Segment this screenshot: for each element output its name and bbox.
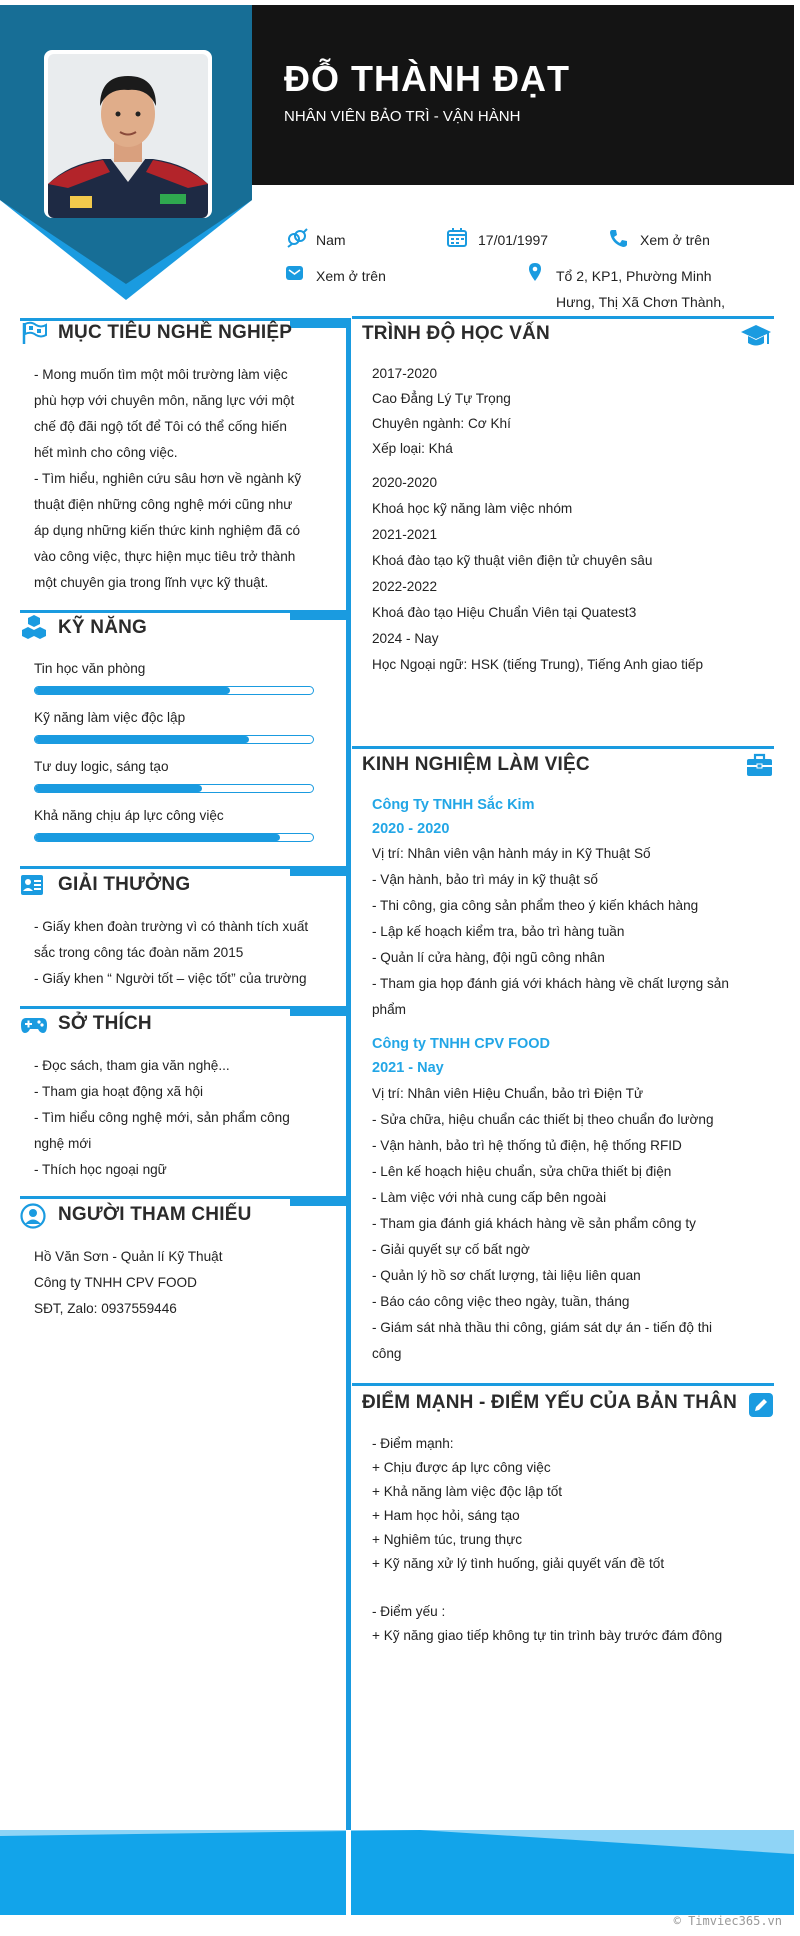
candidate-job-title: NHÂN VIÊN BẢO TRÌ - VẬN HÀNH: [284, 108, 521, 125]
id-card-icon: [20, 872, 48, 898]
birthday-value: 17/01/1997: [478, 232, 549, 248]
reference-line: Công ty TNHH CPV FOOD: [34, 1275, 197, 1290]
hobby-line: nghệ mới: [34, 1136, 92, 1151]
phone-value: Xem ở trên: [640, 232, 710, 248]
job-detail-line: - Lập kế hoạch kiểm tra, bảo trì hàng tuần: [372, 924, 625, 939]
address-line-2: Hưng, Thị Xã Chơn Thành,: [556, 294, 726, 310]
experience-title: KINH NGHIỆM LÀM VIỆC: [362, 754, 590, 775]
skill-bar: [34, 833, 314, 842]
hobbies-rule-tab: [290, 1008, 346, 1016]
skill-label: Tin học văn phòng: [34, 661, 146, 676]
job-detail-line: - Thi công, gia công sản phẩm theo ý kiến khách hàng: [372, 898, 699, 913]
awards-title: GIẢI THƯỞNG: [58, 874, 191, 895]
job-detail-line: - Làm việc với nhà cung cấp bên ngoài: [372, 1190, 607, 1205]
hobby-line: - Tham gia hoạt động xã hội: [34, 1084, 204, 1099]
job-detail-line: - Giải quyết sự cố bất ngờ: [372, 1242, 530, 1257]
education-line: Chuyên ngành: Cơ Khí: [372, 416, 511, 431]
hobbies-text: [34, 1053, 314, 1183]
education-line: 2020-2020: [372, 475, 438, 490]
education-title: TRÌNH ĐỘ HỌC VẤN: [362, 323, 550, 344]
skill-label: Kỹ năng làm việc độc lập: [34, 710, 186, 725]
strength-line: + Nghiêm túc, trung thực: [372, 1532, 523, 1547]
education-line: Khoá đào tạo kỹ thuật viên điện tử chuyên sâu: [372, 553, 653, 568]
reference-line: Hồ Văn Sơn - Quản lí Kỹ Thuật: [34, 1249, 223, 1264]
career-objective-line: một chuyên gia trong lĩnh vực kỹ thuật.: [34, 575, 269, 590]
job-period: 2020 - 2020: [372, 821, 450, 837]
gender-value: Nam: [316, 232, 346, 248]
strength-line: + Khả năng làm việc độc lập tốt: [372, 1484, 563, 1499]
calendar-icon: [446, 227, 468, 247]
hobbies-title: SỞ THÍCH: [58, 1013, 152, 1034]
education-rule: [352, 316, 774, 319]
job-detail-line: - Vận hành, bảo trì hệ thống tủ điện, hệ thống RFID: [372, 1138, 682, 1153]
reference-line: SĐT, Zalo: 0937559446: [34, 1301, 177, 1316]
edit-pencil-icon: [748, 1392, 774, 1418]
awards-rule-tab: [290, 868, 346, 876]
career-objective-rule-tab: [290, 320, 346, 328]
skill-label: Khả năng chịu áp lực công việc: [34, 808, 224, 823]
profile-photo: [48, 54, 208, 218]
job-detail-line: - Vận hành, bảo trì máy in kỹ thuật số: [372, 872, 598, 887]
award-line: sắc trong công tác đoàn năm 2015: [34, 945, 244, 960]
career-objective-line: thuật điện những công nghệ mới cũng như: [34, 497, 293, 512]
job-detail-line: - Tham gia họp đánh giá với khách hàng về chất lượng sản: [372, 976, 729, 991]
strengths-text: [372, 1432, 782, 1648]
job-detail-line: phẩm: [372, 1002, 407, 1017]
job-detail-line: - Quản lý hồ sơ chất lượng, tài liệu liên quan: [372, 1268, 641, 1283]
education-line: 2022-2022: [372, 579, 438, 594]
column-divider: [346, 318, 351, 1848]
footer-banner: [0, 1830, 794, 1915]
skill-bar-fill: [35, 736, 249, 743]
location-pin-icon: [524, 262, 546, 282]
experience-rule: [352, 746, 774, 749]
job-detail-line: - Sửa chữa, hiệu chuẩn các thiết bị theo chuẩn đo lường: [372, 1112, 714, 1127]
references-text: [34, 1244, 314, 1322]
award-line: - Giấy khen “ Người tốt – việc tốt” của trường: [34, 971, 307, 986]
strength-line: + Chịu được áp lực công việc: [372, 1460, 551, 1475]
hobby-line: - Thích học ngoại ngữ: [34, 1162, 167, 1177]
job-details: [372, 1081, 748, 1367]
education-line: Cao Đẳng Lý Tự Trọng: [372, 391, 511, 406]
job-details: [372, 841, 748, 1023]
strengths-title: ĐIỂM MẠNH - ĐIỂM YẾU CỦA BẢN THÂN: [362, 1392, 737, 1413]
gamepad-icon: [20, 1012, 48, 1038]
career-objective-line: áp dụng những kiến thức kinh nghiệm đã có: [34, 523, 301, 538]
job-detail-line: - Tham gia đánh giá khách hàng về sản phẩm công ty: [372, 1216, 696, 1231]
skill-label: Tư duy logic, sáng tạo: [34, 759, 169, 774]
career-objective-line: vào công việc, thực hiện mục tiêu trở thành: [34, 549, 296, 564]
strength-line: + Kỹ năng xử lý tình huống, giải quyết vấn đề tốt: [372, 1556, 665, 1571]
skills-title: KỸ NĂNG: [58, 617, 148, 638]
cubes-icon: [20, 614, 48, 640]
graduation-cap-icon: [740, 322, 772, 350]
career-objective-line: phù hợp với chuyên môn, năng lực với một: [34, 393, 295, 408]
briefcase-icon: [746, 752, 774, 778]
career-objective-text: [34, 362, 314, 596]
company-name: Công ty TNHH CPV FOOD: [372, 1036, 551, 1052]
skill-bar: [34, 784, 314, 793]
footer-divider: [346, 1830, 351, 1915]
company-name: Công Ty TNHH Sắc Kim: [372, 797, 535, 813]
education-line: 2021-2021: [372, 527, 438, 542]
career-objective-line: chế độ đãi ngộ tốt để Tôi có thể cống hiến: [34, 419, 287, 434]
skill-bar-fill: [35, 834, 280, 841]
education-line: Học Ngoại ngữ: HSK (tiếng Trung), Tiếng Anh giao tiếp: [372, 657, 704, 672]
career-objective-line: hết mình cho công việc.: [34, 445, 178, 460]
weakness-line: - Điểm yếu :: [372, 1604, 446, 1619]
candidate-name: ĐỖ THÀNH ĐẠT: [284, 58, 570, 99]
gender-icon: [286, 228, 308, 248]
award-line: - Giấy khen đoàn trường vì có thành tích xuất: [34, 919, 309, 934]
hobby-line: - Đọc sách, tham gia văn nghệ...: [34, 1058, 230, 1073]
address-line-1: Tổ 2, KP1, Phường Minh: [556, 268, 712, 284]
awards-text: [34, 914, 314, 992]
strength-line: - Điểm mạnh:: [372, 1436, 454, 1451]
email-value: Xem ở trên: [316, 268, 386, 284]
references-title: NGƯỜI THAM CHIẾU: [58, 1204, 252, 1225]
watermark: © Timviec365.vn: [673, 1914, 782, 1928]
job-period: 2021 - Nay: [372, 1060, 444, 1076]
email-icon: [284, 263, 306, 283]
flag-icon: [20, 320, 48, 346]
education-block-2: [372, 470, 782, 678]
job-detail-line: - Lên kế hoạch hiệu chuẩn, sửa chữa thiết bị điện: [372, 1164, 672, 1179]
job-detail-line: - Giám sát nhà thầu thi công, giám sát dự án - tiến độ thi: [372, 1320, 713, 1335]
education-line: Khoá đào tạo Hiệu Chuẩn Viên tại Quatest3: [372, 605, 637, 620]
job-detail-line: Vị trí: Nhân viên Hiệu Chuẩn, bảo trì Điện Tử: [372, 1086, 644, 1101]
skill-bar: [34, 686, 314, 695]
job-detail-line: công: [372, 1346, 402, 1361]
job-detail-line: - Quản lí cửa hàng, đội ngũ công nhân: [372, 950, 605, 965]
user-icon: [20, 1203, 48, 1229]
strength-spacer: [372, 1576, 782, 1600]
hobby-line: - Tìm hiểu công nghệ mới, sản phẩm công: [34, 1110, 290, 1125]
skills-rule-tab: [290, 612, 346, 620]
strengths-rule: [352, 1383, 774, 1386]
job-detail-line: - Báo cáo công việc theo ngày, tuần, tháng: [372, 1294, 630, 1309]
phone-icon: [608, 228, 630, 248]
strength-line: + Ham học hỏi, sáng tạo: [372, 1508, 520, 1523]
education-line: Khoá học kỹ năng làm việc nhóm: [372, 501, 573, 516]
weakness-line: + Kỹ năng giao tiếp không tự tin trình bày trước đám đông: [372, 1628, 723, 1643]
career-objective-line: - Mong muốn tìm một môi trường làm việc: [34, 367, 288, 382]
education-block-1: [372, 361, 782, 461]
education-line: 2017-2020: [372, 366, 438, 381]
education-line: 2024 - Nay: [372, 631, 439, 646]
skill-bar-fill: [35, 785, 202, 792]
education-line: Xếp loại: Khá: [372, 441, 453, 456]
career-objective-line: - Tìm hiểu, nghiên cứu sâu hơn về ngành kỹ: [34, 471, 302, 486]
skill-bar-fill: [35, 687, 230, 694]
skill-bar: [34, 735, 314, 744]
references-rule-tab: [290, 1198, 346, 1206]
job-detail-line: Vị trí: Nhân viên vận hành máy in Kỹ Thuật Số: [372, 846, 651, 861]
career-objective-title: MỤC TIÊU NGHỀ NGHIỆP: [58, 322, 293, 343]
